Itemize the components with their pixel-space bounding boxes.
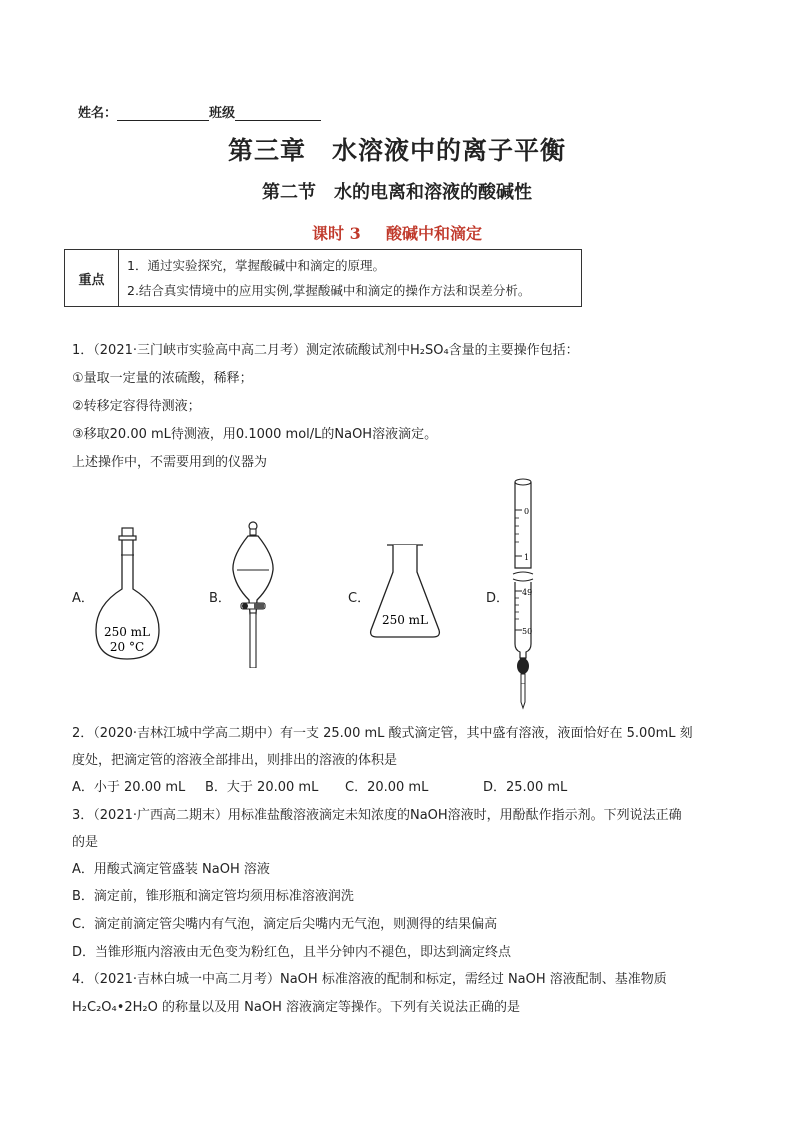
section-title: 第二节 水的电离和溶液的酸碱性	[262, 182, 532, 203]
q3-option-b[interactable]: B．滴定前，锥形瓶和滴定管均须用标准溶液润洗	[72, 889, 354, 904]
chapter-title: 第三章 水溶液中的离子平衡	[227, 136, 566, 165]
q3-line-1: 3．（2021·广西高二期末）用标准盐酸溶液滴定未知浓度的NaOH溶液时，用酚酞作指示剂。下列说法正确	[72, 808, 682, 823]
q1-option-b[interactable]: B．	[209, 591, 231, 606]
erlenmeyer-volume-label: 250 mL	[381, 613, 429, 627]
name-blank[interactable]	[117, 107, 209, 121]
focus-item-2: 2.结合真实情境中的应用实例,掌握酸碱中和滴定的操作方法和误差分析。	[127, 283, 531, 298]
q2-option-c[interactable]: C．20.00 mL	[345, 780, 429, 795]
q1-step-3: ③移取20.00 mL待测液，用0.1000 mol/L的NaOH溶液滴定。	[72, 427, 438, 442]
lesson-title	[0, 221, 794, 244]
q2-option-a[interactable]: A．小于 20.00 mL	[72, 780, 186, 795]
burette-icon	[505, 478, 545, 710]
q1-step-1: ①量取一定量的浓硫酸，稀释；	[72, 371, 253, 386]
erlenmeyer-flask-icon	[365, 540, 445, 642]
lesson-name: 酸碱中和滴定	[385, 224, 482, 243]
burette-mark-0: 0	[524, 507, 530, 516]
class-blank[interactable]	[235, 107, 321, 121]
q3-option-a[interactable]: A．用酸式滴定管盛装 NaOH 溶液	[72, 862, 270, 877]
q3-option-d[interactable]: D．当锥形瓶内溶液由无色变为粉红色，且半分钟内不褪色，即达到滴定终点	[72, 945, 512, 960]
focus-label: 重点	[65, 250, 119, 306]
burette-mark-50: 50	[522, 627, 533, 636]
q1-ask: 上述操作中，不需要用到的仪器为	[72, 455, 268, 470]
q2-line-1: 2．（2020·吉林江城中学高二期中）有一支 25.00 mL 酸式滴定管，其中盛有溶液，液面恰好在 5.00mL 刻	[72, 726, 693, 741]
flask-temp-label: 20 °C	[109, 640, 145, 654]
name-label: 姓名：	[78, 106, 118, 121]
separatory-funnel-icon	[228, 520, 278, 668]
flask-volume-label: 250 mL	[103, 625, 151, 639]
q3-option-c[interactable]: C．滴定前滴定管尖嘴内有气泡，滴定后尖嘴内无气泡，则测得的结果偏高	[72, 917, 498, 932]
volumetric-flask-icon	[90, 525, 165, 665]
q4-line-2: H₂C₂O₄•2H₂O 的称量以及用 NaOH 溶液滴定等操作。下列有关说法正确的是	[72, 1000, 520, 1015]
q1-stem: 1．（2021·三门峡市实验高中高二月考）测定浓硫酸试剂中H₂SO₄含量的主要操作包括：	[72, 343, 579, 358]
class-label: 班级	[209, 106, 236, 121]
focus-item-1: 1．通过实验探究，掌握酸碱中和滴定的原理。	[127, 258, 385, 273]
q1-option-c[interactable]: C．	[348, 591, 371, 606]
q1-step-2: ②转移定容得待测液；	[72, 399, 201, 414]
lesson-prefix: 课时	[312, 224, 345, 243]
q2-line-2: 度处，把滴定管的溶液全部排出，则排出的溶液的体积是	[72, 753, 398, 768]
lesson-number: 3	[349, 224, 361, 243]
q1-option-a[interactable]: A．	[72, 591, 94, 606]
q2-option-d[interactable]: D．25.00 mL	[483, 780, 568, 795]
q1-option-d[interactable]: D．	[486, 591, 510, 606]
q4-line-1: 4．（2021·吉林白城一中高二月考）NaOH 标准溶液的配制和标定，需经过 NaOH 溶液配制、基准物质	[72, 972, 667, 987]
burette-mark-49: 49	[522, 588, 533, 597]
burette-mark-1: 1	[524, 553, 530, 562]
student-info-line	[78, 102, 321, 121]
q3-line-2: 的是	[72, 835, 99, 850]
q2-option-b[interactable]: B．大于 20.00 mL	[205, 780, 319, 795]
focus-box	[64, 249, 582, 307]
